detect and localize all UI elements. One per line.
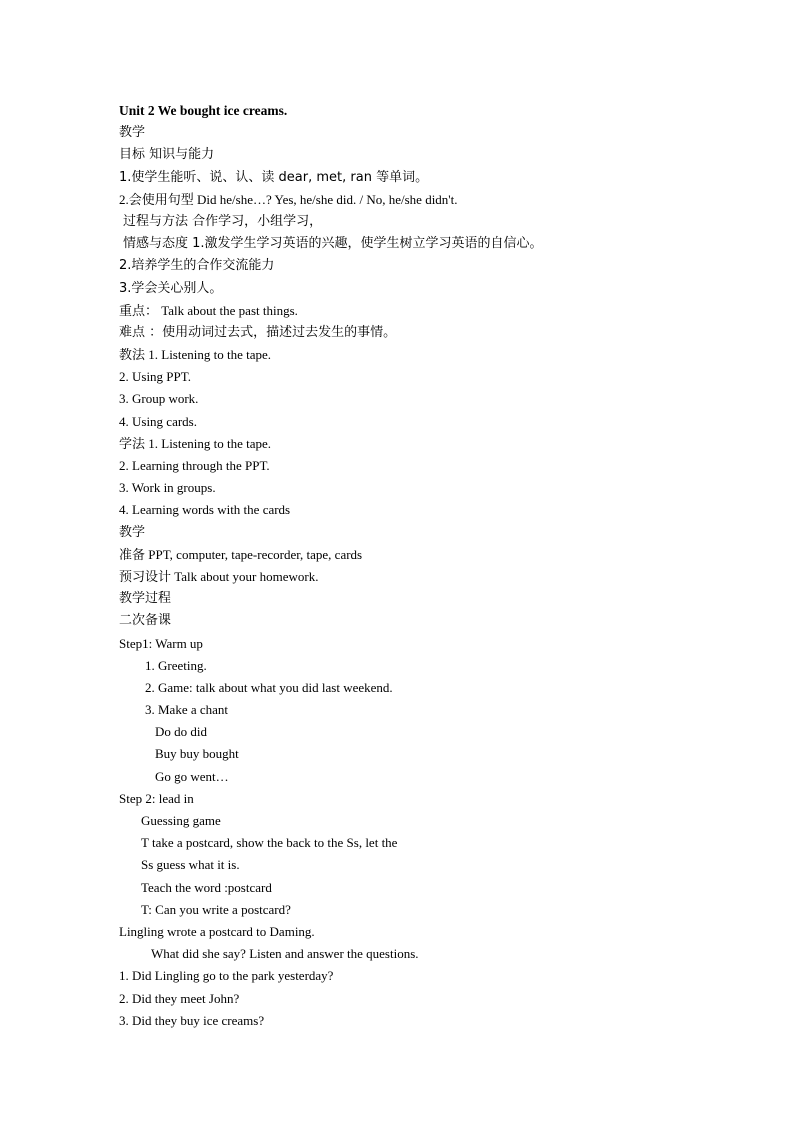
text-line: Guessing game bbox=[141, 813, 221, 828]
text-line: Go go went… bbox=[155, 768, 229, 784]
text-line: 3. Make a chant bbox=[145, 702, 229, 718]
text-line: 准备 PPT, computer, tape-recorder, tape, cards bbox=[119, 546, 363, 562]
text-line: 2. Learning through the PPT. bbox=[119, 458, 270, 473]
text-line: 目标 知识与能力 bbox=[119, 147, 215, 163]
text-line: 2.会使用句型 Did he/she…? Yes, he/she did. / No, he/she didn't. bbox=[119, 191, 458, 207]
text-line: 二次备课 bbox=[119, 613, 172, 629]
text-line: 2. Game: talk about what you did last weekend. bbox=[145, 679, 393, 695]
text-line: 4. Learning words with the cards bbox=[119, 502, 291, 518]
text-line: 学法 1. Listening to the tape. bbox=[119, 435, 272, 451]
text-line: 1. Did Lingling go to the park yesterday? bbox=[119, 968, 334, 984]
text-line: 2. Did they meet John? bbox=[119, 990, 240, 1006]
text-line: 教法 1. Listening to the tape. bbox=[119, 347, 272, 363]
text-line: 教学过程 bbox=[119, 591, 172, 607]
text-line: Lingling wrote a postcard to Daming. bbox=[119, 923, 315, 939]
text-line: 2.培养学生的合作交流能力 bbox=[119, 258, 275, 274]
text-line: Step1: Warm up bbox=[119, 635, 203, 651]
text-line: 教学 bbox=[119, 524, 146, 540]
text-line: What did she say? Listen and answer the questions. bbox=[151, 946, 419, 962]
text-line: 3. Group work. bbox=[119, 391, 199, 407]
text-line: 难点 ：使用动词过去式，描述过去发生的事情。 bbox=[119, 324, 397, 340]
text-line: Teach the word :postcard bbox=[141, 879, 272, 895]
text-line: 过程与方法 合作学习，小组学习， bbox=[123, 213, 323, 229]
text-line: T take a postcard, show the back to the Ss, let the bbox=[141, 835, 398, 851]
text-line: 2. Using PPT. bbox=[119, 369, 191, 385]
text-line: Step 2: lead in bbox=[119, 790, 194, 806]
text-line: 1. Greeting. bbox=[145, 657, 207, 673]
text-line: 重点： Talk about the past things. bbox=[119, 302, 298, 318]
text-line: 4. Using cards. bbox=[119, 413, 197, 429]
text-line: 教学 bbox=[119, 125, 146, 141]
text-line: Do do did bbox=[155, 724, 207, 740]
text-line: 预习设计 Talk about your homework. bbox=[119, 568, 319, 584]
text-line: 1.使学生能听、说、认、读 dear, met, ran 等单词。 bbox=[119, 169, 429, 185]
text-line: 3.学会关心别人。 bbox=[119, 280, 223, 296]
text-line: T: Can you write a postcard? bbox=[141, 901, 291, 917]
text-line: Buy buy bought bbox=[155, 746, 239, 762]
text-line: 情感与态度 1.激发学生学习英语的兴趣，使学生树立学习英语的自信心。 bbox=[123, 236, 543, 252]
text-line: 3. Work in groups. bbox=[119, 480, 216, 496]
document-title: Unit 2 We bought ice creams. bbox=[119, 103, 288, 118]
document-body bbox=[119, 100, 719, 1032]
text-line: Ss guess what it is. bbox=[141, 857, 240, 873]
text-line: 3. Did they buy ice creams? bbox=[119, 1012, 265, 1028]
